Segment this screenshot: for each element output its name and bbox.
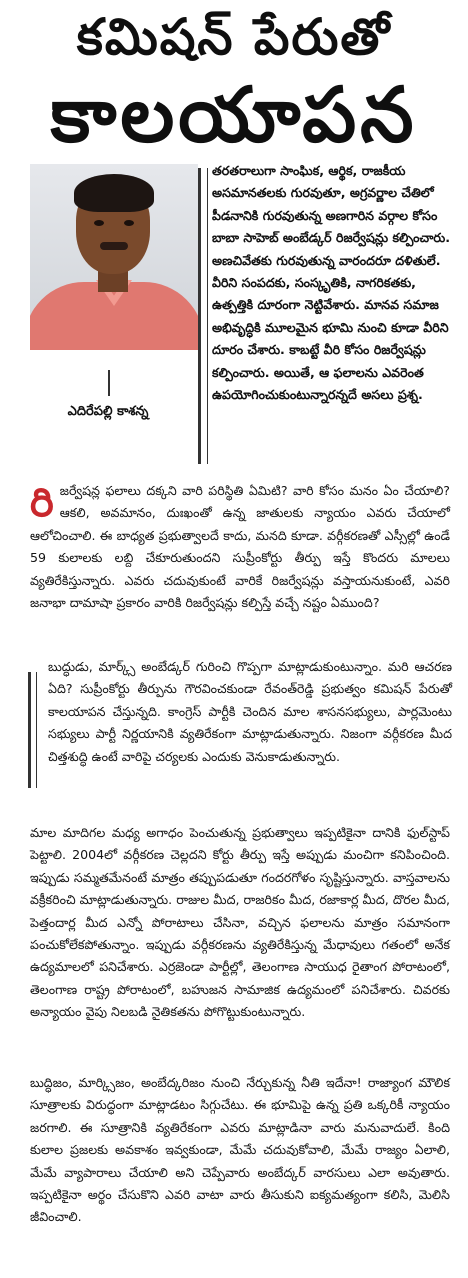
headline-line-2: కాలయాపన (50, 70, 418, 159)
body-paragraph-1-text: జర్వేషన్ల ఫలాలు దక్కని వారి పరిస్థితి ఏమిటి? వారి కోసం మనం ఏం చేయాలి? ఆకలి, అవమానం, దుఃఖంతో ఉన్న జాతులకు న్యాయం ఎవరు చేయాలో ఆలోచించాలి. ఈ బాధ్యత ప్రభుత్వాలదే కాదు, మనది కూడా. వర్గీకరణతో ఎస్సీల్లో ఉండే 59 కులాలకు లబ్ది చేకూరుతుందని సుప్రీంకోర్టు తీర్పు ఇస్తే కొందరు మాలలు వ్యతిరేకిస్తున్నారు. ఎవరు చదువుకుంటే వారికే రిజర్వేషన్లు వస్తాయనుకుంటే, ఎవరి జనాభా దామాషా ప్రకారం వారికి రిజర్వేషన్లు కల్పిస్తే వచ్చే నష్టం ఏముంది? (30, 483, 450, 611)
quote-divider (28, 672, 37, 788)
body-paragraph-4: బుద్ధిజం, మార్క్సిజం, అంబేద్కరిజం నుంచి నేర్చుకున్న నీతి ఇదేనా! రాజ్యాంగ మౌలిక సూత్రాలకు విరుద్ధంగా మాట్లాడటం సిగ్గుచేటు. ఈ భూమిపై ఉన్న ప్రతి ఒక్కరికీ న్యాయం జరగాలి. ఈ సూత్రానికి వ్యతిరేకంగా ఎవరు మాట్లాడినా వారు మనువాదులే. కింది కులాల ప్రజలకు అవకాశం ఇవ్వకుండా, మేమే చదువుకోవాలి, మేమే రాజ్యం ఏలాలి, మేమే వ్యాపారాలు చేయాలి అని చెప్పేవారు అంబేద్కర్ వారసులు ఎలా అవుతారు. ఇప్పటికైనా అర్థం చేసుకొని ఎవరి వాటా వారు తీసుకుని ఐక్యమత్యంగా కలిసి, మెలిసి జీవించాలి. (30, 1075, 450, 1225)
body-paragraph-2: బుద్ధుడు, మార్క్స్ అంబేడ్కర్ గురించి గొప్పగా మాట్లాడుకుంటున్నాం. మరి ఆచరణ ఏది? సుప్రీంకోర్టు తీర్పును గౌరవించకుండా రేవంత్‌రెడ్డి ప్రభుత్వం కమిషన్ పేరుతో కాలయాపన చేస్తున్నది. కాంగ్రెస్ పార్టీకి చెందిన మాల శాసనసభ్యులు, పార్లమెంటు సభ్యులు పార్టీ నిర్ణయానికి వ్యతిరేకంగా మాట్లాడుతున్నారు. నిజంగా వర్గీకరణ మీద చిత్తశుద్ధి ఉంటే వారిపై చర్యలకు ఎందుకు వెనుకాడుతున్నారు. (48, 659, 452, 764)
body-paragraph-1 (30, 480, 450, 614)
author-name: ఎదిరేపల్లి కాశన్న (67, 404, 149, 419)
caption-divider (108, 370, 110, 396)
author-photo (30, 164, 198, 350)
intro-divider (198, 168, 208, 464)
headline-line-1: కమిషన్ పేరుతో (76, 8, 392, 66)
intro-paragraph: తరతరాలుగా సాంఘిక, ఆర్థిక, రాజకీయ అసమానతలకు గురవుతూ, అగ్రవర్ణాల చేతిలో పీడనానికి గురవుతున్న అణగారిన వర్గాల కోసం బాబా సాహెబ్ అంబేడ్కర్ రిజర్వేషన్లు కల్పించారు. అణచివేతకు గురవుతున్న వారందరూ దళితులే. వీరిని సంపదకు, సంస్కృతికి, నాగరికతకు, ఉత్పత్తికి దూరంగా నెట్టివేశారు. మానవ సమాజ అభివృద్ధికి మూలమైన భూమి నుంచి కూడా వీరిని దూరం చేశారు. కాబట్టే వీరి కోసం రిజర్వేషన్లు కల్పించారు. అయితే, ఆ ఫలాలను ఎవరెంత ఉపయోగించుకుంటున్నారన్నదే అసలు ప్రశ్న. (212, 163, 450, 403)
body-paragraph-3: మాల మాదిగల మధ్య అగాధం పెంచుతున్న ప్రభుత్వాలు ఇప్పటికైనా దానికి ఫుల్‌స్టాప్ పెట్టాలి. 2004లో వర్గీకరణ చెల్లదని కోర్టు తీర్పు ఇస్తే అప్పుడు మంచిగా కనిపించింది. ఇప్పుడు సమ్మతమేనంటే మాత్రం తప్పుపడుతూ గందరగోళం సృష్టిస్తున్నారు. వాస్తవాలను వక్రీకరించి మాట్లాడుతున్నారు. రాజుల మీద, రాజరికం మీద, రజాకార్ల మీద, దొరల మీద, పెత్తందార్ల మీద ఎన్నో పోరాటాలు చేసినా, వచ్చిన ఫలాలను మాత్రం సమానంగా పంచుకోలేకపోతున్నాం. ఇప్పుడు వర్గీకరణను వ్యతిరేకిస్తున్న మేధావులు గతంలో అనేక ఉద్యమాలలో పనిచేశారు. ఎర్రజెండా పార్టీల్లో, తెలంగాణ సాయుధ రైతాంగ పోరాటంలో, తెలంగాణ రాష్ట్ర పోరాటంలో, బహుజన సామాజిక ఉద్యమంలో పనిచేశారు. చివరకు అన్యాయం వైపు నిలబడి నైతికతను పోగొట్టుకుంటున్నారు. (30, 825, 450, 1020)
drop-cap: రి (30, 480, 54, 526)
